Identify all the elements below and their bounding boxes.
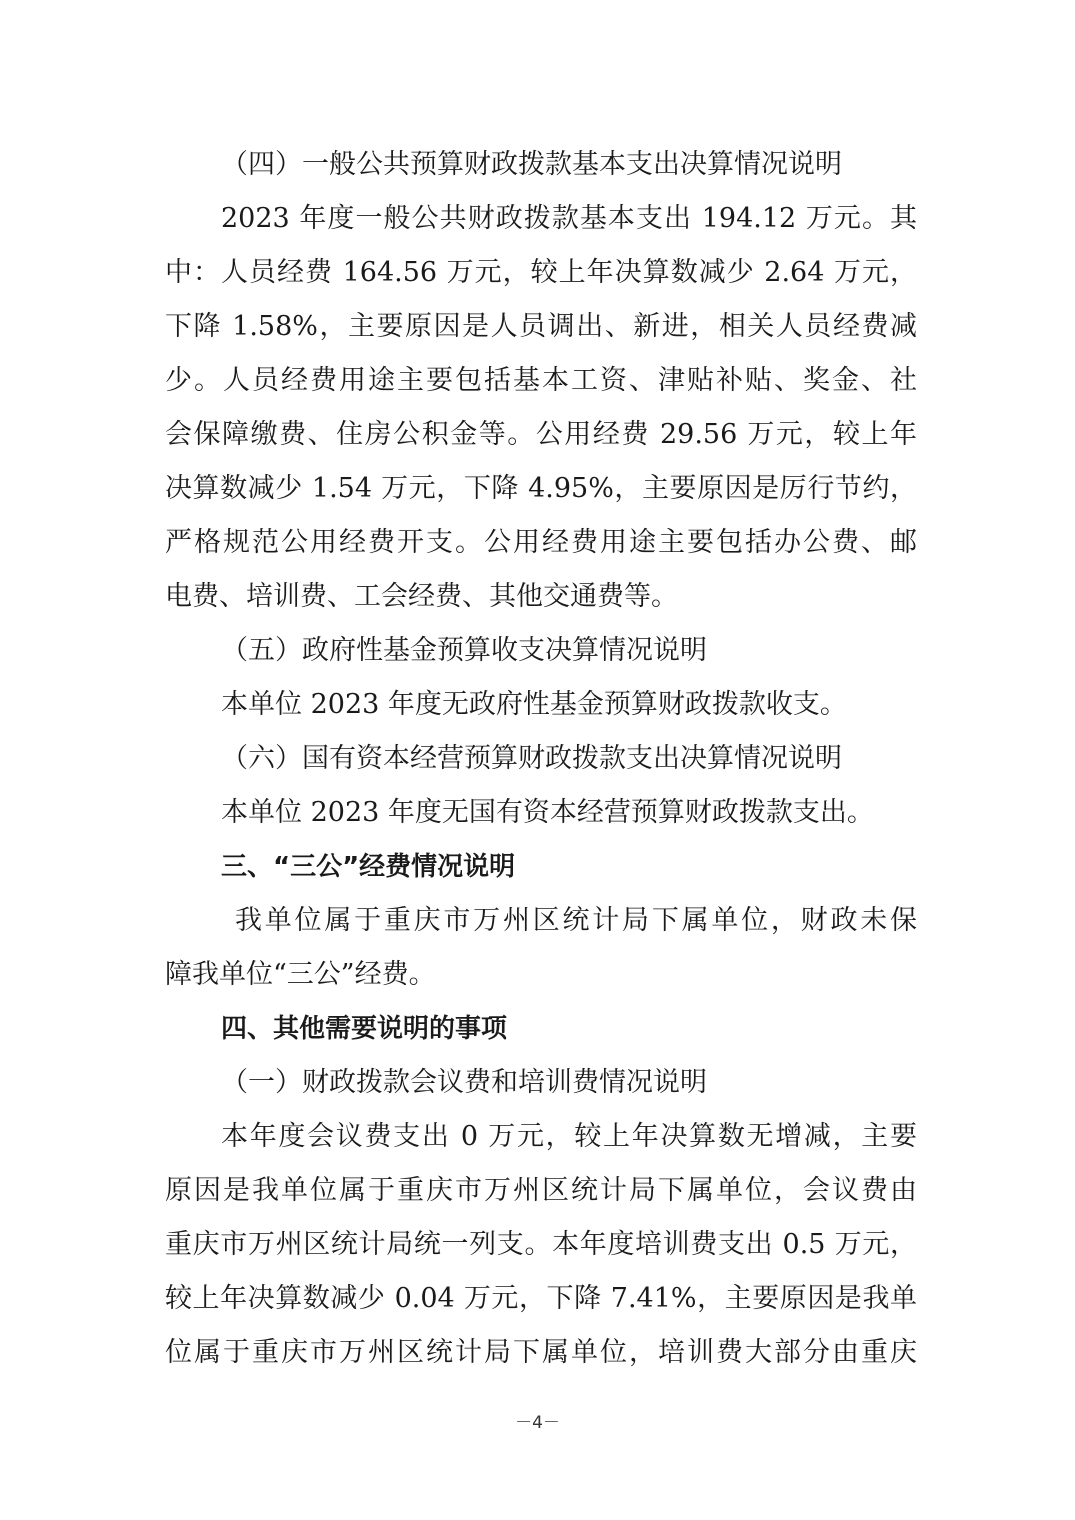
paragraph-line: 决算数减少 1.54 万元，下降 4.95%，主要原因是厉行节约， [165,473,917,504]
paragraph-line: 2023 年度一般公共财政拨款基本支出 194.12 万元。其 [221,203,917,234]
paragraph-state-capital: 本单位 2023 年度无国有资本经营预算财政拨款支出。 [221,797,874,828]
paragraph-line: 电费、培训费、工会经费、其他交通费等。 [165,581,678,612]
section-other-matters: 四、其他需要说明的事项 [221,1014,508,1044]
paragraph-meeting-training-fees [165,1110,917,1380]
heading-state-capital: （六）国有资本经营预算财政拨款支出决算情况说明 [221,743,842,774]
paragraph-line: 本年度会议费支出 0 万元，较上年决算数无增减，主要 [221,1121,917,1152]
page-number: －4－ [515,1413,560,1433]
heading-basic-expenditure: （四）一般公共预算财政拨款基本支出决算情况说明 [221,149,842,180]
paragraph-line: 严格规范公用经费开支。公用经费用途主要包括办公费、邮 [165,527,917,558]
heading-government-fund: （五）政府性基金预算收支决算情况说明 [221,635,707,666]
paragraph-line: 原因是我单位属于重庆市万州区统计局下属单位，会议费由 [165,1175,917,1206]
paragraph-line: 少。人员经费用途主要包括基本工资、津贴补贴、奖金、社 [165,365,917,396]
section-three-public-expenses: 三、“三公”经费情况说明 [221,852,516,882]
paragraph-line: 障我单位“三公”经费。 [165,959,436,990]
paragraph-line: 较上年决算数减少 0.04 万元，下降 7.41%，主要原因是我单 [165,1283,917,1314]
document-body [165,138,917,1380]
paragraph-line: 会保障缴费、住房公积金等。公用经费 29.56 万元，较上年 [165,419,917,450]
paragraph-government-fund: 本单位 2023 年度无政府性基金预算财政拨款收支。 [221,689,847,720]
paragraph-basic-expenditure [165,192,917,624]
paragraph-line: 位属于重庆市万州区统计局下属单位，培训费大部分由重庆 [165,1337,917,1368]
paragraph-three-public-expenses [165,894,917,1002]
paragraph-line: 重庆市万州区统计局统一列支。本年度培训费支出 0.5 万元， [165,1229,917,1260]
paragraph-line: 下降 1.58%，主要原因是人员调出、新进，相关人员经费减 [165,311,917,342]
heading-meeting-training-fees: （一）财政拨款会议费和培训费情况说明 [221,1067,707,1098]
paragraph-line: 中：人员经费 164.56 万元，较上年决算数减少 2.64 万元， [165,257,917,288]
paragraph-line: 我单位属于重庆市万州区统计局下属单位，财政未保 [235,905,917,936]
